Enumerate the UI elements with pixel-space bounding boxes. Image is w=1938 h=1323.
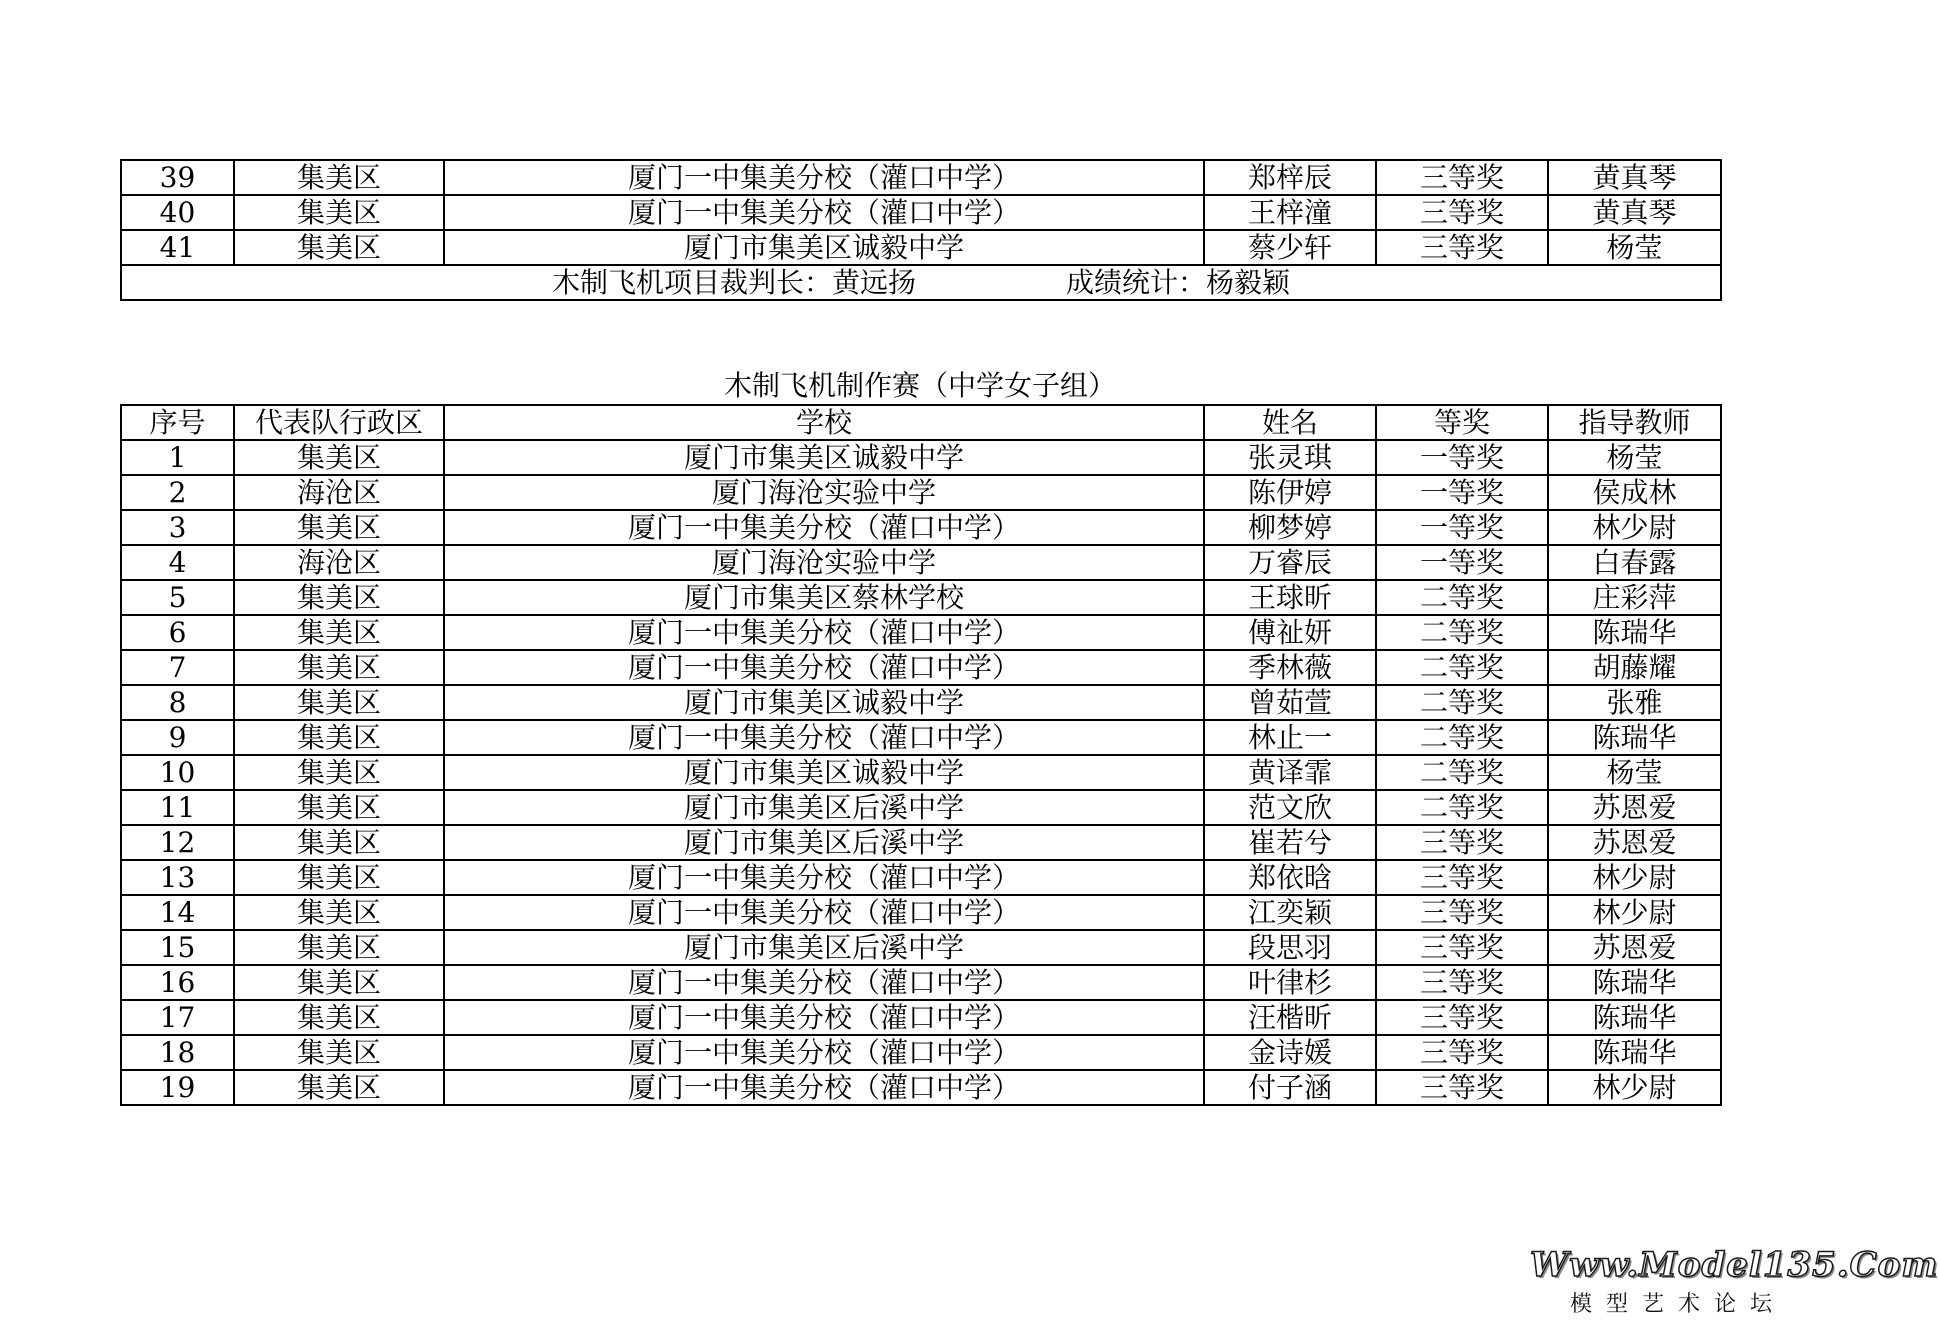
table-row bbox=[121, 160, 1721, 195]
cell-district: 集美区 bbox=[234, 440, 444, 475]
cell-school: 厦门海沧实验中学 bbox=[444, 545, 1204, 580]
cell-district: 集美区 bbox=[234, 825, 444, 860]
cell-teacher: 陈瑞华 bbox=[1548, 1000, 1721, 1035]
cell-number: 3 bbox=[121, 510, 234, 545]
stats-label: 成绩统计：杨毅颖 bbox=[1066, 265, 1291, 299]
cell-name: 王球昕 bbox=[1204, 580, 1376, 615]
cell-name: 崔若兮 bbox=[1204, 825, 1376, 860]
header-award: 等奖 bbox=[1376, 405, 1548, 440]
cell-name: 王梓潼 bbox=[1204, 195, 1376, 230]
cell-school: 厦门市集美区后溪中学 bbox=[444, 930, 1204, 965]
cell-district: 集美区 bbox=[234, 160, 444, 195]
cell-district: 集美区 bbox=[234, 860, 444, 895]
table-row bbox=[121, 790, 1721, 825]
cell-number: 10 bbox=[121, 755, 234, 790]
cell-teacher: 杨莹 bbox=[1548, 440, 1721, 475]
cell-teacher: 苏恩爱 bbox=[1548, 790, 1721, 825]
cell-name: 郑梓辰 bbox=[1204, 160, 1376, 195]
cell-number: 11 bbox=[121, 790, 234, 825]
cell-school: 厦门市集美区诚毅中学 bbox=[444, 755, 1204, 790]
cell-number: 19 bbox=[121, 1070, 234, 1105]
cell-district: 海沧区 bbox=[234, 475, 444, 510]
cell-award: 三等奖 bbox=[1376, 160, 1548, 195]
cell-name: 傅祉妍 bbox=[1204, 615, 1376, 650]
cell-district: 集美区 bbox=[234, 1000, 444, 1035]
cell-award: 三等奖 bbox=[1376, 860, 1548, 895]
cell-district: 集美区 bbox=[234, 1070, 444, 1105]
cell-name: 金诗媛 bbox=[1204, 1035, 1376, 1070]
cell-teacher: 苏恩爱 bbox=[1548, 930, 1721, 965]
cell-award: 三等奖 bbox=[1376, 895, 1548, 930]
cell-school: 厦门一中集美分校（灌口中学） bbox=[444, 1000, 1204, 1035]
header-school: 学校 bbox=[444, 405, 1204, 440]
cell-award: 三等奖 bbox=[1376, 1035, 1548, 1070]
cell-school: 厦门一中集美分校（灌口中学） bbox=[444, 895, 1204, 930]
cell-award: 三等奖 bbox=[1376, 1070, 1548, 1105]
cell-district: 集美区 bbox=[234, 965, 444, 1000]
cell-award: 三等奖 bbox=[1376, 930, 1548, 965]
cell-award: 三等奖 bbox=[1376, 1000, 1548, 1035]
cell-district: 集美区 bbox=[234, 615, 444, 650]
cell-school: 厦门市集美区后溪中学 bbox=[444, 790, 1204, 825]
cell-award: 三等奖 bbox=[1376, 195, 1548, 230]
cell-school: 厦门市集美区蔡林学校 bbox=[444, 580, 1204, 615]
table-row bbox=[121, 825, 1721, 860]
results-table-girls bbox=[120, 404, 1722, 1106]
cell-number: 9 bbox=[121, 720, 234, 755]
cell-school: 厦门一中集美分校（灌口中学） bbox=[444, 510, 1204, 545]
cell-district: 集美区 bbox=[234, 650, 444, 685]
table-row bbox=[121, 965, 1721, 1000]
cell-district: 集美区 bbox=[234, 1035, 444, 1070]
table-footer-cell bbox=[121, 265, 1721, 300]
cell-award: 三等奖 bbox=[1376, 230, 1548, 265]
cell-award: 二等奖 bbox=[1376, 755, 1548, 790]
table-body bbox=[121, 160, 1721, 300]
cell-award: 二等奖 bbox=[1376, 720, 1548, 755]
cell-number: 15 bbox=[121, 930, 234, 965]
cell-number: 8 bbox=[121, 685, 234, 720]
cell-school: 厦门一中集美分校（灌口中学） bbox=[444, 650, 1204, 685]
cell-number: 6 bbox=[121, 615, 234, 650]
cell-teacher: 杨莹 bbox=[1548, 230, 1721, 265]
cell-school: 厦门一中集美分校（灌口中学） bbox=[444, 965, 1204, 1000]
cell-district: 集美区 bbox=[234, 195, 444, 230]
cell-award: 一等奖 bbox=[1376, 440, 1548, 475]
cell-school: 厦门市集美区诚毅中学 bbox=[444, 440, 1204, 475]
table-row bbox=[121, 475, 1721, 510]
table-row bbox=[121, 720, 1721, 755]
cell-district: 集美区 bbox=[234, 790, 444, 825]
cell-teacher: 侯成林 bbox=[1548, 475, 1721, 510]
cell-number: 4 bbox=[121, 545, 234, 580]
cell-district: 集美区 bbox=[234, 230, 444, 265]
cell-teacher: 杨莹 bbox=[1548, 755, 1721, 790]
cell-school: 厦门海沧实验中学 bbox=[444, 475, 1204, 510]
header-teacher: 指导教师 bbox=[1548, 405, 1721, 440]
table-row bbox=[121, 860, 1721, 895]
cell-school: 厦门一中集美分校（灌口中学） bbox=[444, 1035, 1204, 1070]
cell-name: 张灵琪 bbox=[1204, 440, 1376, 475]
cell-school: 厦门一中集美分校（灌口中学） bbox=[444, 615, 1204, 650]
cell-district: 集美区 bbox=[234, 755, 444, 790]
watermark-forum-name: 模型艺术论坛 bbox=[1570, 1292, 1787, 1317]
cell-name: 汪楷昕 bbox=[1204, 1000, 1376, 1035]
cell-name: 郑依晗 bbox=[1204, 860, 1376, 895]
cell-number: 40 bbox=[121, 195, 234, 230]
cell-award: 三等奖 bbox=[1376, 965, 1548, 1000]
cell-district: 集美区 bbox=[234, 510, 444, 545]
table-row bbox=[121, 1000, 1721, 1035]
cell-number: 14 bbox=[121, 895, 234, 930]
cell-teacher: 苏恩爱 bbox=[1548, 825, 1721, 860]
table-row bbox=[121, 895, 1721, 930]
cell-award: 二等奖 bbox=[1376, 790, 1548, 825]
cell-name: 蔡少轩 bbox=[1204, 230, 1376, 265]
table-body bbox=[121, 440, 1721, 1105]
cell-district: 集美区 bbox=[234, 580, 444, 615]
cell-number: 5 bbox=[121, 580, 234, 615]
table-row bbox=[121, 580, 1721, 615]
cell-teacher: 陈瑞华 bbox=[1548, 965, 1721, 1000]
cell-school: 厦门市集美区后溪中学 bbox=[444, 825, 1204, 860]
cell-award: 二等奖 bbox=[1376, 685, 1548, 720]
cell-teacher: 林少尉 bbox=[1548, 510, 1721, 545]
header-name: 姓名 bbox=[1204, 405, 1376, 440]
watermark-url: Www.Model135.Com bbox=[1530, 1245, 1938, 1285]
cell-school: 厦门一中集美分校（灌口中学） bbox=[444, 195, 1204, 230]
cell-school: 厦门市集美区诚毅中学 bbox=[444, 685, 1204, 720]
table-row bbox=[121, 755, 1721, 790]
cell-name: 季林薇 bbox=[1204, 650, 1376, 685]
cell-award: 二等奖 bbox=[1376, 580, 1548, 615]
cell-teacher: 陈瑞华 bbox=[1548, 720, 1721, 755]
cell-name: 范文欣 bbox=[1204, 790, 1376, 825]
watermark-logo bbox=[1530, 1245, 1938, 1317]
header-number: 序号 bbox=[121, 405, 234, 440]
cell-award: 一等奖 bbox=[1376, 545, 1548, 580]
cell-district: 集美区 bbox=[234, 685, 444, 720]
table-row bbox=[121, 545, 1721, 580]
cell-award: 二等奖 bbox=[1376, 615, 1548, 650]
cell-name: 柳梦婷 bbox=[1204, 510, 1376, 545]
cell-name: 叶律杉 bbox=[1204, 965, 1376, 1000]
table-row bbox=[121, 930, 1721, 965]
table-row bbox=[121, 230, 1721, 265]
cell-name: 林止一 bbox=[1204, 720, 1376, 755]
cell-district: 集美区 bbox=[234, 930, 444, 965]
cell-number: 39 bbox=[121, 160, 234, 195]
table-row bbox=[121, 1070, 1721, 1105]
cell-name: 万睿辰 bbox=[1204, 545, 1376, 580]
cell-teacher: 庄彩萍 bbox=[1548, 580, 1721, 615]
cell-teacher: 陈瑞华 bbox=[1548, 1035, 1721, 1070]
cell-teacher: 胡藤耀 bbox=[1548, 650, 1721, 685]
cell-school: 厦门一中集美分校（灌口中学） bbox=[444, 720, 1204, 755]
cell-school: 厦门一中集美分校（灌口中学） bbox=[444, 160, 1204, 195]
cell-teacher: 林少尉 bbox=[1548, 860, 1721, 895]
cell-award: 二等奖 bbox=[1376, 650, 1548, 685]
cell-teacher: 白春露 bbox=[1548, 545, 1721, 580]
cell-teacher: 张雅 bbox=[1548, 685, 1721, 720]
cell-number: 12 bbox=[121, 825, 234, 860]
table-header bbox=[121, 405, 1721, 440]
cell-award: 三等奖 bbox=[1376, 825, 1548, 860]
cell-school: 厦门一中集美分校（灌口中学） bbox=[444, 860, 1204, 895]
cell-name: 曾茹萱 bbox=[1204, 685, 1376, 720]
cell-number: 16 bbox=[121, 965, 234, 1000]
table-row bbox=[121, 510, 1721, 545]
cell-number: 1 bbox=[121, 440, 234, 475]
header-district: 代表队行政区 bbox=[234, 405, 444, 440]
cell-award: 一等奖 bbox=[1376, 510, 1548, 545]
cell-teacher: 林少尉 bbox=[1548, 1070, 1721, 1105]
cell-name: 陈伊婷 bbox=[1204, 475, 1376, 510]
cell-name: 江奕颖 bbox=[1204, 895, 1376, 930]
cell-number: 7 bbox=[121, 650, 234, 685]
table-row bbox=[121, 440, 1721, 475]
cell-teacher: 黄真琴 bbox=[1548, 160, 1721, 195]
table-footer-row bbox=[121, 265, 1721, 300]
cell-district: 集美区 bbox=[234, 720, 444, 755]
results-table-continued bbox=[120, 159, 1722, 301]
cell-number: 18 bbox=[121, 1035, 234, 1070]
table-row bbox=[121, 650, 1721, 685]
cell-number: 41 bbox=[121, 230, 234, 265]
table-row bbox=[121, 615, 1721, 650]
cell-district: 海沧区 bbox=[234, 545, 444, 580]
section-title: 木制飞机制作赛（中学女子组） bbox=[723, 369, 1116, 402]
cell-district: 集美区 bbox=[234, 895, 444, 930]
cell-school: 厦门市集美区诚毅中学 bbox=[444, 230, 1204, 265]
table-row bbox=[121, 195, 1721, 230]
table-row bbox=[121, 685, 1721, 720]
header-row bbox=[121, 405, 1721, 440]
cell-school: 厦门一中集美分校（灌口中学） bbox=[444, 1070, 1204, 1105]
cell-teacher: 黄真琴 bbox=[1548, 195, 1721, 230]
cell-teacher: 陈瑞华 bbox=[1548, 615, 1721, 650]
cell-number: 13 bbox=[121, 860, 234, 895]
judge-label: 木制飞机项目裁判长：黄远扬 bbox=[551, 265, 916, 299]
cell-number: 17 bbox=[121, 1000, 234, 1035]
cell-name: 黄译霏 bbox=[1204, 755, 1376, 790]
cell-number: 2 bbox=[121, 475, 234, 510]
cell-teacher: 林少尉 bbox=[1548, 895, 1721, 930]
table-row bbox=[121, 1035, 1721, 1070]
cell-award: 一等奖 bbox=[1376, 475, 1548, 510]
cell-name: 付子涵 bbox=[1204, 1070, 1376, 1105]
cell-name: 段思羽 bbox=[1204, 930, 1376, 965]
